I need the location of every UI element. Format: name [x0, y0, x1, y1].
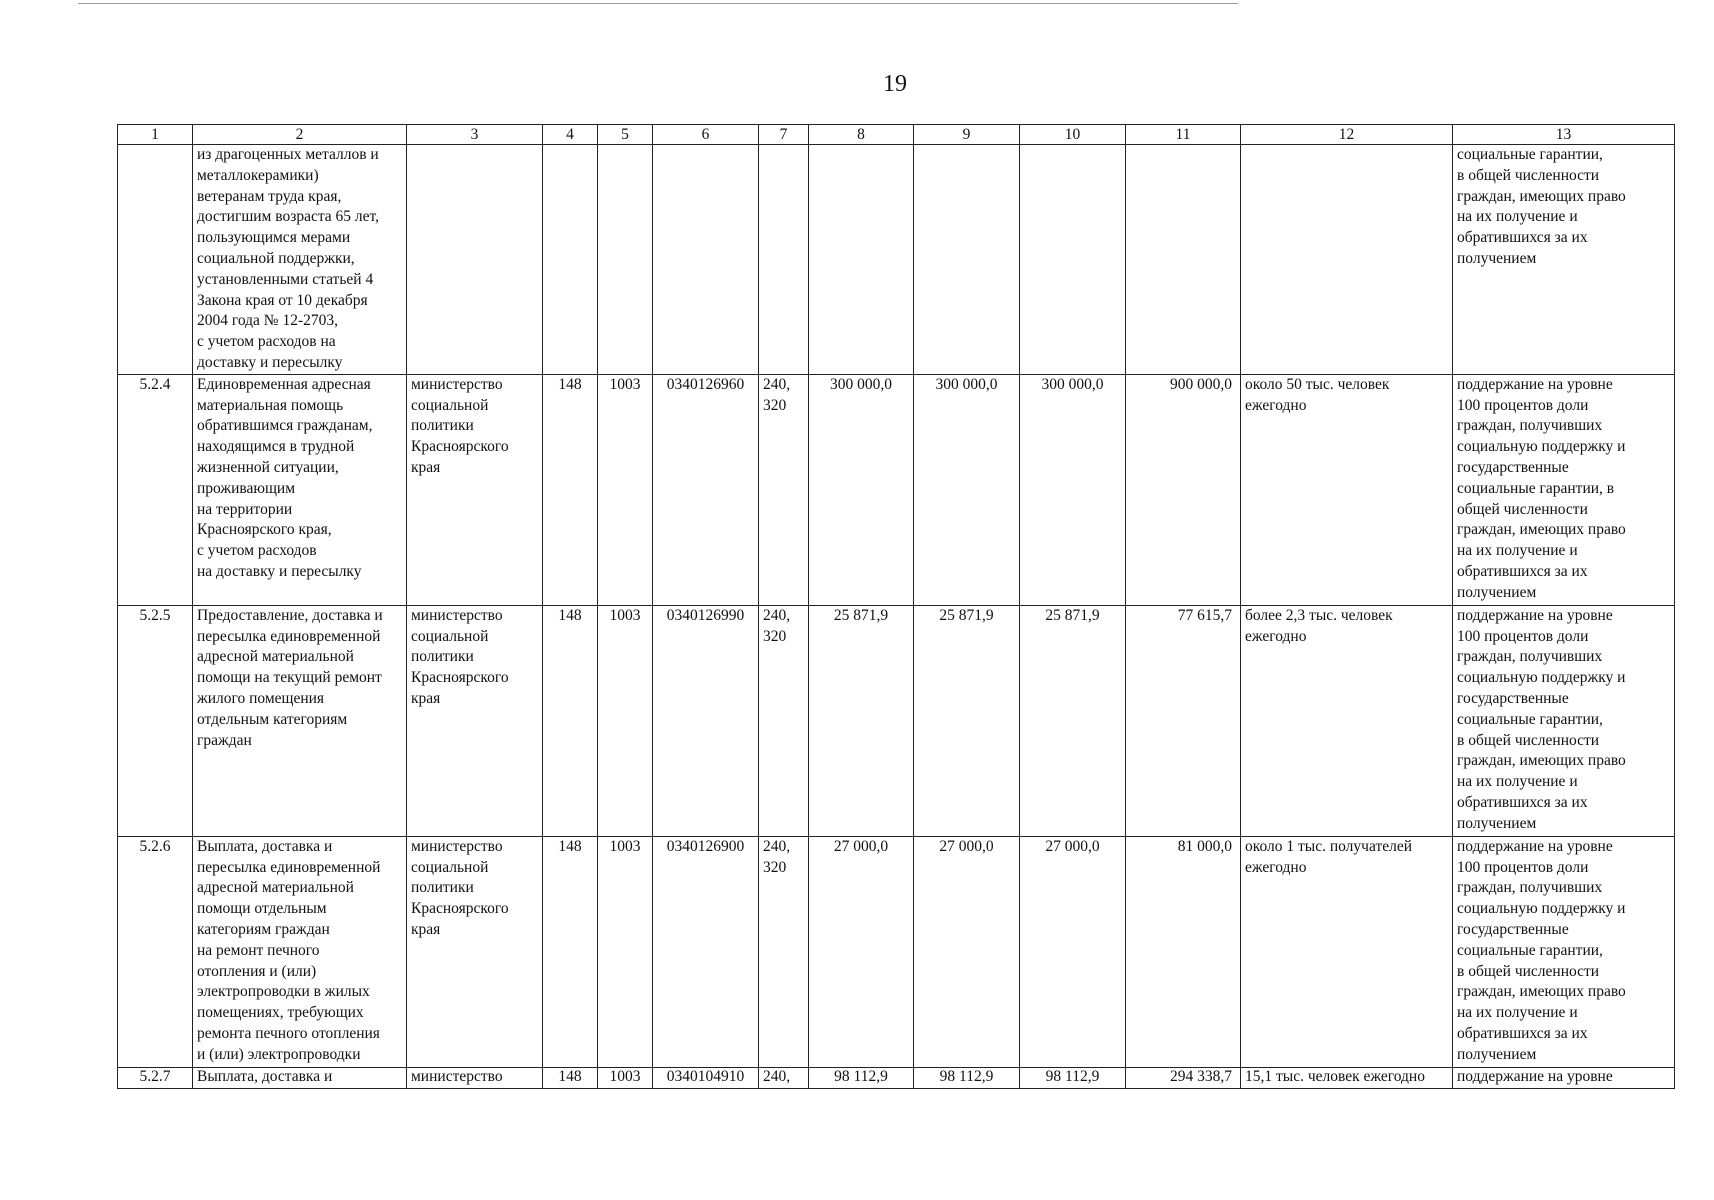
vr-cell: 240, 320 — [759, 605, 809, 836]
year1-cell — [809, 145, 914, 375]
year1-cell: 27 000,0 — [809, 836, 914, 1067]
year1-cell: 98 112,9 — [809, 1067, 914, 1088]
grbs-cell — [543, 145, 598, 375]
year3-cell: 25 871,9 — [1020, 605, 1126, 836]
measure-name-cell: Выплата, доставка и — [193, 1067, 407, 1088]
total-cell: 900 000,0 — [1126, 374, 1241, 605]
csr-cell: 0340126960 — [653, 374, 759, 605]
executor-cell: министерство — [407, 1067, 543, 1088]
year1-cell: 25 871,9 — [809, 605, 914, 836]
table-row — [118, 605, 1675, 836]
total-cell: 294 338,7 — [1126, 1067, 1241, 1088]
result-cell: поддержание на уровне 100 процентов доли граждан, получивших социальную поддержку и государственные социальные гарантии, в общей численности граждан, имеющих право на их получение и обратившихся за их получением — [1453, 836, 1675, 1067]
measure-name-cell: Единовременная адресная материальная помощь обратившимся гражданам, находящимся в трудной жизненной ситуации, проживающим на территории Красноярского края, с учетом расходов на доставку и пересылку — [193, 374, 407, 605]
year3-cell: 98 112,9 — [1020, 1067, 1126, 1088]
num-cell — [118, 145, 193, 375]
csr-cell — [653, 145, 759, 375]
header-cell: 10 — [1020, 125, 1126, 145]
table-header-row — [118, 125, 1675, 145]
header-cell: 9 — [914, 125, 1020, 145]
table-row — [118, 836, 1675, 1067]
header-cell: 13 — [1453, 125, 1675, 145]
total-cell: 81 000,0 — [1126, 836, 1241, 1067]
num-cell: 5.2.7 — [118, 1067, 193, 1088]
year3-cell — [1020, 145, 1126, 375]
indicator-cell: более 2,3 тыс. человек ежегодно — [1241, 605, 1453, 836]
header-cell: 11 — [1126, 125, 1241, 145]
table-row-continuation — [118, 145, 1675, 375]
header-cell: 4 — [543, 125, 598, 145]
vr-cell: 240, 320 — [759, 374, 809, 605]
year2-cell: 27 000,0 — [914, 836, 1020, 1067]
header-cell: 6 — [653, 125, 759, 145]
header-cell: 5 — [598, 125, 653, 145]
page-number: 19 — [883, 71, 907, 97]
num-cell: 5.2.5 — [118, 605, 193, 836]
csr-cell: 0340104910 — [653, 1067, 759, 1088]
top-scan-rule — [78, 3, 1238, 4]
measure-name-cell: из драгоценных металлов и металлокерамики) ветеранам труда края, достигшим возраста 65 лет, пользующимся мерами социальной поддержки, установленными статьей 4 Закона края от 10 декабря 2004 года № 12-2703, с учетом расходов на доставку и пересылку — [193, 145, 407, 375]
year3-cell: 27 000,0 — [1020, 836, 1126, 1067]
year2-cell: 98 112,9 — [914, 1067, 1020, 1088]
vr-cell — [759, 145, 809, 375]
executor-cell: министерство социальной политики Красноярского края — [407, 374, 543, 605]
indicator-cell — [1241, 145, 1453, 375]
total-cell: 77 615,7 — [1126, 605, 1241, 836]
grbs-cell: 148 — [543, 374, 598, 605]
indicator-cell: около 1 тыс. получателей ежегодно — [1241, 836, 1453, 1067]
header-cell: 7 — [759, 125, 809, 145]
measure-name-cell: Предоставление, доставка и пересылка единовременной адресной материальной помощи на текущий ремонт жилого помещения отдельным категориям граждан — [193, 605, 407, 836]
rzpr-cell: 1003 — [598, 1067, 653, 1088]
header-cell: 8 — [809, 125, 914, 145]
indicator-cell: 15,1 тыс. человек ежегодно — [1241, 1067, 1453, 1088]
rzpr-cell: 1003 — [598, 605, 653, 836]
header-cell: 3 — [407, 125, 543, 145]
grbs-cell: 148 — [543, 1067, 598, 1088]
table-row — [118, 1067, 1675, 1088]
year1-cell: 300 000,0 — [809, 374, 914, 605]
csr-cell: 0340126990 — [653, 605, 759, 836]
rzpr-cell — [598, 145, 653, 375]
vr-cell: 240, — [759, 1067, 809, 1088]
header-cell: 1 — [118, 125, 193, 145]
rzpr-cell: 1003 — [598, 374, 653, 605]
header-cell: 12 — [1241, 125, 1453, 145]
indicator-cell: около 50 тыс. человек ежегодно — [1241, 374, 1453, 605]
csr-cell: 0340126900 — [653, 836, 759, 1067]
num-cell: 5.2.4 — [118, 374, 193, 605]
year2-cell — [914, 145, 1020, 375]
grbs-cell: 148 — [543, 836, 598, 1067]
year2-cell: 25 871,9 — [914, 605, 1020, 836]
vr-cell: 240, 320 — [759, 836, 809, 1067]
executor-cell — [407, 145, 543, 375]
result-cell: поддержание на уровне 100 процентов доли граждан, получивших социальную поддержку и государственные социальные гарантии, в общей численности граждан, имеющих право на их получение и обратившихся за их получением — [1453, 374, 1675, 605]
grbs-cell: 148 — [543, 605, 598, 836]
result-cell: социальные гарантии, в общей численности граждан, имеющих право на их получение и обратившихся за их получением — [1453, 145, 1675, 375]
result-cell: поддержание на уровне 100 процентов доли граждан, получивших социальную поддержку и государственные социальные гарантии, в общей численности граждан, имеющих право на их получение и обратившихся за их получением — [1453, 605, 1675, 836]
header-cell: 2 — [193, 125, 407, 145]
executor-cell: министерство социальной политики Красноярского края — [407, 605, 543, 836]
result-cell: поддержание на уровне — [1453, 1067, 1675, 1088]
measure-name-cell: Выплата, доставка и пересылка единовременной адресной материальной помощи отдельным категориям граждан на ремонт печного отопления и (или) электропроводки в жилых помещениях, требующих ремонта печного отопления и (или) электропроводки — [193, 836, 407, 1067]
program-measures-table — [117, 124, 1675, 1089]
executor-cell: министерство социальной политики Красноярского края — [407, 836, 543, 1067]
rzpr-cell: 1003 — [598, 836, 653, 1067]
table-row — [118, 374, 1675, 605]
year3-cell: 300 000,0 — [1020, 374, 1126, 605]
year2-cell: 300 000,0 — [914, 374, 1020, 605]
total-cell — [1126, 145, 1241, 375]
num-cell: 5.2.6 — [118, 836, 193, 1067]
